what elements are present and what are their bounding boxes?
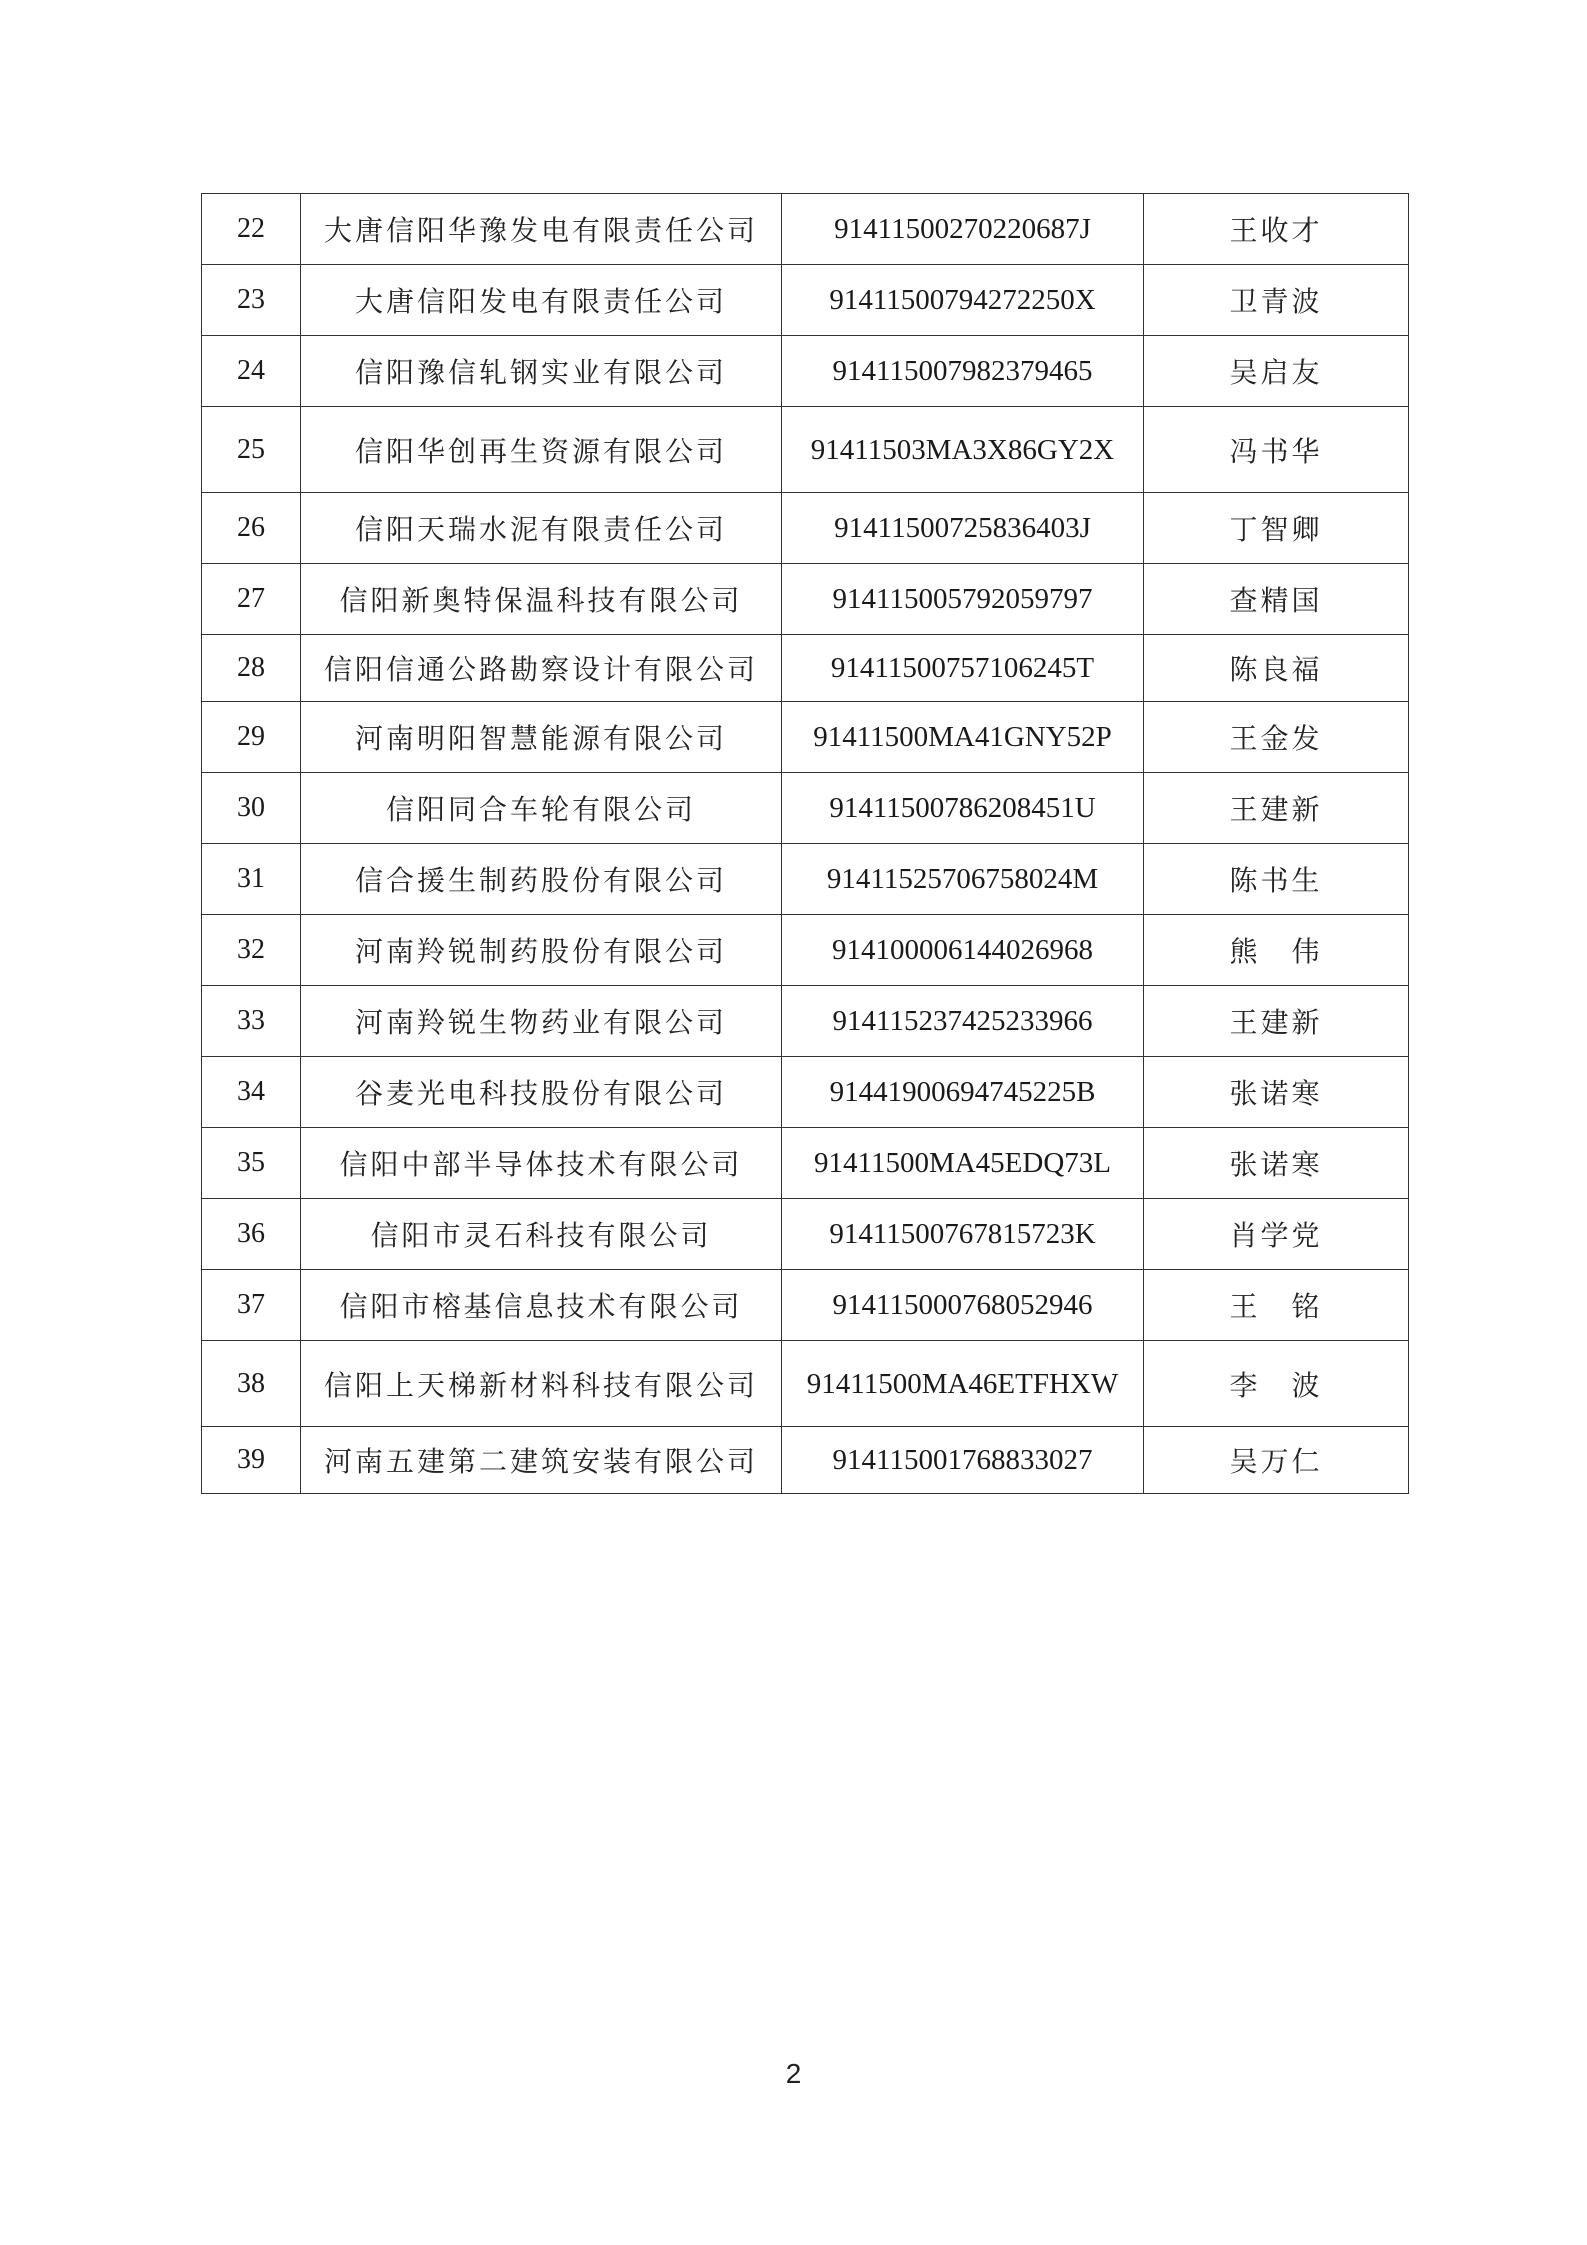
table-row [202,1199,1409,1270]
page-number: 2 [785,2058,802,2089]
company-name-cell: 大唐信阳华豫发电有限责任公司 [301,194,782,265]
legal-representative-cell: 王收才 [1144,194,1409,265]
company-name-cell: 河南明阳智慧能源有限公司 [301,702,782,773]
legal-representative-cell: 王建新 [1144,986,1409,1057]
legal-representative-cell: 陈书生 [1144,844,1409,915]
credit-code-cell: 914100006144026968 [782,915,1144,986]
credit-code-cell: 914115007982379465 [782,336,1144,407]
row-number-cell: 36 [202,1199,301,1270]
row-number-cell: 30 [202,773,301,844]
company-name-cell: 信阳华创再生资源有限公司 [301,407,782,493]
credit-code-cell: 91411500794272250X [782,265,1144,336]
company-name-cell: 河南羚锐生物药业有限公司 [301,986,782,1057]
legal-representative-cell: 李 波 [1144,1341,1409,1427]
table-row [202,265,1409,336]
row-number-cell: 37 [202,1270,301,1341]
legal-representative-cell: 丁智卿 [1144,493,1409,564]
company-name-cell: 河南五建第二建筑安装有限公司 [301,1427,782,1494]
credit-code-cell: 91411500MA45EDQ73L [782,1128,1144,1199]
table-row [202,564,1409,635]
company-name-cell: 信阳天瑞水泥有限责任公司 [301,493,782,564]
table-row [202,1057,1409,1128]
company-name-cell: 信合援生制药股份有限公司 [301,844,782,915]
table-row [202,1427,1409,1494]
row-number-cell: 35 [202,1128,301,1199]
credit-code-cell: 91411500MA41GNY52P [782,702,1144,773]
legal-representative-cell: 冯书华 [1144,407,1409,493]
legal-representative-cell: 王建新 [1144,773,1409,844]
row-number-cell: 23 [202,265,301,336]
company-name-cell: 大唐信阳发电有限责任公司 [301,265,782,336]
row-number-cell: 24 [202,336,301,407]
credit-code-cell: 91411503MA3X86GY2X [782,407,1144,493]
credit-code-cell: 91411525706758024M [782,844,1144,915]
credit-code-cell: 91411500270220687J [782,194,1144,265]
credit-code-cell: 914115237425233966 [782,986,1144,1057]
legal-representative-cell: 张诺寒 [1144,1128,1409,1199]
credit-code-cell: 91411500767815723K [782,1199,1144,1270]
company-name-cell: 信阳同合车轮有限公司 [301,773,782,844]
company-name-cell: 信阳信通公路勘察设计有限公司 [301,635,782,702]
credit-code-cell: 91411500MA46ETFHXW [782,1341,1144,1427]
row-number-cell: 22 [202,194,301,265]
company-name-cell: 信阳市榕基信息技术有限公司 [301,1270,782,1341]
legal-representative-cell: 吴万仁 [1144,1427,1409,1494]
legal-representative-cell: 卫青波 [1144,265,1409,336]
credit-code-cell: 91411500786208451U [782,773,1144,844]
table-row [202,336,1409,407]
row-number-cell: 32 [202,915,301,986]
table-row [202,702,1409,773]
legal-representative-cell: 王 铭 [1144,1270,1409,1341]
company-name-cell: 谷麦光电科技股份有限公司 [301,1057,782,1128]
legal-representative-cell: 吴启友 [1144,336,1409,407]
company-name-cell: 信阳新奥特保温科技有限公司 [301,564,782,635]
company-name-cell: 信阳豫信轧钢实业有限公司 [301,336,782,407]
company-registry-table [201,193,1409,1494]
credit-code-cell: 91411500757106245T [782,635,1144,702]
table-row [202,1128,1409,1199]
row-number-cell: 39 [202,1427,301,1494]
table-row [202,986,1409,1057]
table-row [202,1270,1409,1341]
table-row [202,493,1409,564]
legal-representative-cell: 肖学党 [1144,1199,1409,1270]
row-number-cell: 34 [202,1057,301,1128]
row-number-cell: 29 [202,702,301,773]
table-row [202,915,1409,986]
credit-code-cell: 91411500725836403J [782,493,1144,564]
company-name-cell: 河南羚锐制药股份有限公司 [301,915,782,986]
company-name-cell: 信阳市灵石科技有限公司 [301,1199,782,1270]
table-row [202,773,1409,844]
table-row [202,407,1409,493]
company-name-cell: 信阳上天梯新材料科技有限公司 [301,1341,782,1427]
table-row [202,844,1409,915]
row-number-cell: 27 [202,564,301,635]
row-number-cell: 28 [202,635,301,702]
table-row [202,194,1409,265]
row-number-cell: 26 [202,493,301,564]
legal-representative-cell: 王金发 [1144,702,1409,773]
legal-representative-cell: 查精国 [1144,564,1409,635]
legal-representative-cell: 张诺寒 [1144,1057,1409,1128]
row-number-cell: 38 [202,1341,301,1427]
row-number-cell: 31 [202,844,301,915]
credit-code-cell: 914115000768052946 [782,1270,1144,1341]
credit-code-cell: 914115001768833027 [782,1427,1144,1494]
row-number-cell: 33 [202,986,301,1057]
credit-code-cell: 914115005792059797 [782,564,1144,635]
legal-representative-cell: 陈良福 [1144,635,1409,702]
table-row [202,635,1409,702]
legal-representative-cell: 熊 伟 [1144,915,1409,986]
table-row [202,1341,1409,1427]
company-name-cell: 信阳中部半导体技术有限公司 [301,1128,782,1199]
row-number-cell: 25 [202,407,301,493]
credit-code-cell: 91441900694745225B [782,1057,1144,1128]
